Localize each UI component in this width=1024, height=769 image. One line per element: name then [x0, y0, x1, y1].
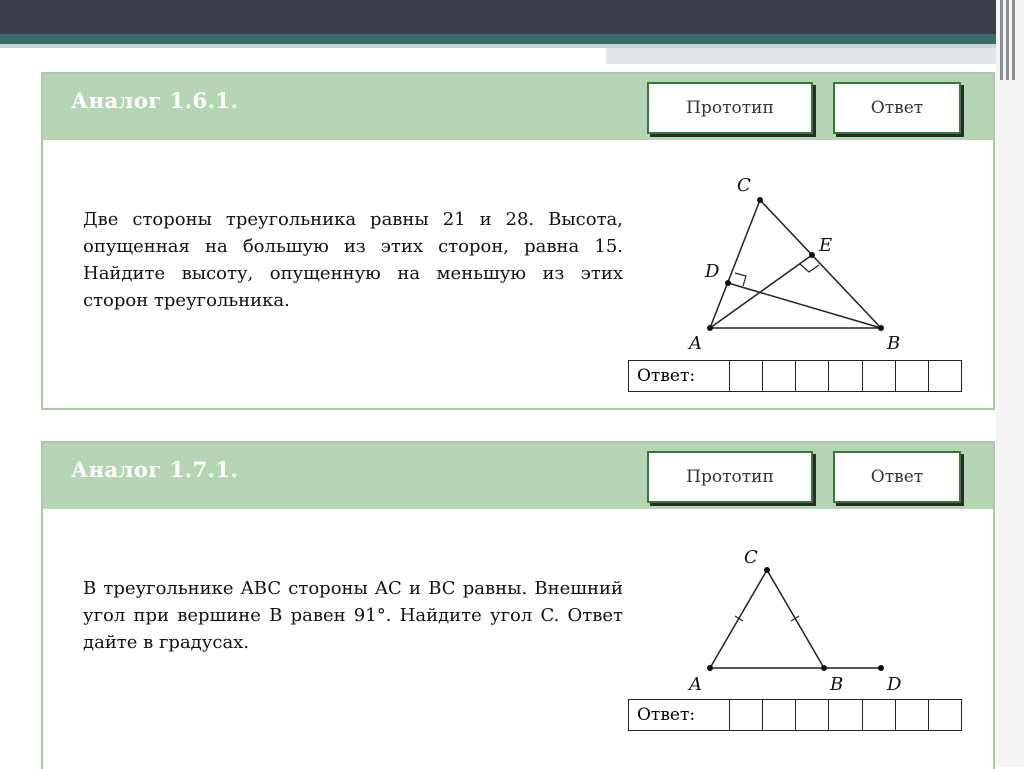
card-title: Аналог 1.7.1.	[71, 457, 239, 482]
triangle-figure-1	[623, 169, 963, 359]
answer-cell[interactable]	[730, 361, 763, 391]
label-d: D	[887, 674, 902, 693]
top-banner	[0, 0, 1024, 34]
answer-field[interactable]	[628, 699, 962, 731]
answer-cell[interactable]	[896, 700, 929, 730]
answer-cell[interactable]	[929, 361, 961, 391]
card-header	[43, 443, 993, 509]
answer-cell[interactable]	[796, 361, 829, 391]
answer-cell[interactable]	[929, 700, 961, 730]
answer-button[interactable]: Ответ	[833, 451, 961, 503]
answer-field[interactable]	[628, 360, 962, 392]
top-banner-accent	[606, 48, 1006, 64]
answer-cell[interactable]	[763, 361, 796, 391]
answer-cell[interactable]	[863, 700, 896, 730]
label-b: B	[830, 674, 844, 693]
answer-cell[interactable]	[896, 361, 929, 391]
label-c: C	[744, 547, 758, 568]
problem-text: Две стороны треугольника равны 21 и 28. Высота, опущенная на большую из этих сторон, равна 15. Найдите высоту, опущенную на меньшую из этих сторон треугольника.	[83, 209, 623, 311]
problem-card-2	[41, 441, 995, 769]
answer-cell[interactable]	[730, 700, 763, 730]
answer-label: Ответ:	[629, 700, 730, 730]
answer-cell[interactable]	[796, 700, 829, 730]
label-a: A	[689, 674, 702, 693]
label-c: C	[737, 175, 751, 196]
prototype-button[interactable]: Прототип	[647, 451, 813, 503]
prototype-button[interactable]: Прототип	[647, 82, 813, 134]
top-banner-stripe	[0, 34, 1024, 44]
label-d: D	[705, 261, 720, 282]
answer-button[interactable]: Ответ	[833, 82, 961, 134]
answer-label: Ответ:	[629, 361, 730, 391]
answer-cell[interactable]	[829, 700, 862, 730]
answer-cell[interactable]	[763, 700, 796, 730]
problem-text: В треугольнике ABC стороны AC и BC равны. Внешний угол при вершине B равен 91°. Найдите угол C. Ответ дайте в градусах.	[83, 578, 623, 653]
label-e: E	[819, 235, 833, 256]
problem-card-1	[41, 72, 995, 410]
card-title: Аналог 1.6.1.	[71, 88, 239, 113]
answer-cell[interactable]	[829, 361, 862, 391]
label-b: B	[887, 333, 901, 354]
label-a: A	[689, 333, 702, 354]
right-decoration	[996, 0, 1024, 767]
triangle-figure-2	[623, 543, 963, 693]
card-header	[43, 74, 993, 140]
answer-cell[interactable]	[863, 361, 896, 391]
